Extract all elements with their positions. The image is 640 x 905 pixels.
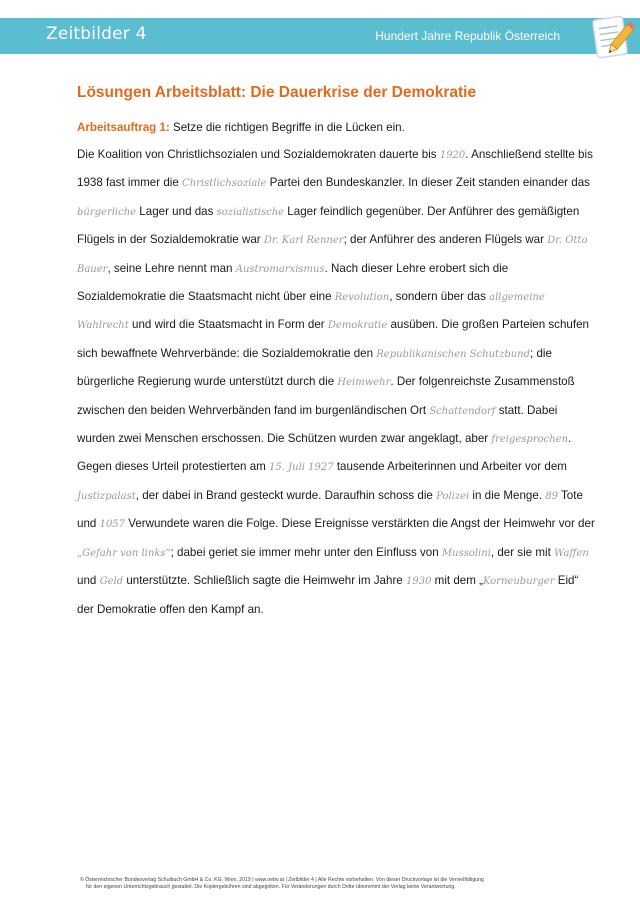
brand-title: Zeitbilder 4 (46, 24, 147, 44)
text-segment: Verwundete waren die Folge. Diese Ereignisse verstärkten die Angst der Heimwehr vor der (125, 517, 595, 531)
answer-5: Dr. Karl Renner (263, 235, 344, 247)
answer-15: 15. Juli 1927 (269, 462, 334, 474)
answer-14: freigesprochen (491, 434, 569, 446)
text-segment: Lager feindlich gegenüber. Der Anführer des gemäßigten Flügels in der Sozialdemokratie war (77, 204, 580, 247)
text-segment: unterstützte. Schließlich sagte die Heimwehr im Jahre (123, 574, 406, 588)
answer-13: Schattendorf (429, 405, 496, 417)
text-segment: ; die bürgerliche Regierung wurde unterstützt durch die (77, 346, 552, 389)
footer-line-2: für den eigenen Unterrichtsgebrauch gestattet. Die Kopiergebühren sind abgegolten. Für Veränderungen durch Dritte übernimmt der Verlag keine Verantwortung. (86, 884, 456, 890)
text-segment: Die Koalition von Christlichsozialen und Sozialdemokraten dauerte bis (77, 148, 440, 161)
text-segment: ; dabei geriet sie immer mehr unter den Einfluss von (170, 545, 442, 559)
cloze-text (77, 141, 597, 623)
answer-6: Dr. Otto Bauer (77, 235, 588, 275)
text-segment: . Anschließend stellte bis 1938 fast immer die (77, 148, 593, 190)
text-segment: . Der folgenreichste Zusammenstoß zwischen den beiden Wehrverbänden fand im burgenländischen Ort (77, 375, 575, 417)
answer-3: bürgerliche (77, 206, 137, 218)
text-segment: . Nach dieser Lehre erobert sich die Sozialdemokratie die Staatsmacht nicht über eine (77, 261, 509, 304)
answer-8: Revolution (334, 292, 390, 304)
task-text: Setze die richtigen Begriffe in die Lücken ein. (169, 121, 405, 134)
answer-2: Christlichsoziale (182, 178, 267, 190)
answer-18: 89 (545, 490, 558, 502)
text-segment: tausende Arbeiterinnen und Arbeiter vor dem (333, 460, 567, 474)
text-segment: . Gegen dieses Urteil protestierten am (77, 432, 572, 474)
answer-16: Justizpalast (77, 490, 136, 502)
text-segment: und wird die Staatsmacht in Form der (128, 318, 328, 332)
page-title: Lösungen Arbeitsblatt: Die Dauerkrise der Demokratie (77, 84, 477, 101)
answer-20: „Gefahr von links“ (77, 547, 171, 559)
answer-24: 1930 (405, 576, 432, 588)
text-segment: statt. Dabei wurden zwei Menschen erschossen. Die Schützen wurden zwar angeklagt, aber (77, 403, 558, 446)
text-segment: , der sie mit (490, 545, 555, 559)
task-instruction (77, 118, 597, 138)
text-segment: ; der Anführer des anderen Flügels war (343, 233, 548, 247)
answer-21: Mussolini (441, 547, 491, 559)
answer-12: Heimwehr (337, 377, 391, 389)
copyright-footer (80, 877, 560, 891)
answer-1: 1920 (439, 150, 466, 161)
text-segment: Lager und das (136, 204, 217, 218)
text-segment: mit dem „ (431, 574, 483, 588)
answer-25: Korneuburger (482, 576, 555, 588)
answer-22: Waffen (554, 547, 589, 559)
answer-4: sozialistische (216, 206, 285, 218)
answer-10: Demokratie (327, 320, 388, 332)
answer-17: Polizei (436, 490, 470, 502)
answer-19: 1057 (99, 519, 126, 531)
answer-7: Austromarxismus (235, 263, 325, 275)
text-segment: , sondern über das (389, 290, 490, 304)
text-segment: ausüben. Die großen Parteien schufen sich bewaffnete Wehrverbände: die Sozialdemokratie den (77, 318, 589, 360)
text-segment: in die Menge. (469, 488, 546, 502)
text-segment: , seine Lehre nennt man (107, 261, 236, 275)
answer-23: Geld (99, 576, 124, 588)
text-segment: Eid“ der Demokratie offen den Kampf an. (77, 574, 579, 616)
text-segment: Partei den Bundeskanzler. In dieser Zeit standen einander das (266, 176, 590, 190)
text-segment: , der dabei in Brand gesteckt wurde. Daraufhin schoss die (135, 488, 437, 502)
answer-9: allgemeine Wahlrecht (77, 292, 545, 332)
answer-11: Republikanischen Schutzbund (376, 348, 531, 360)
header-bar (0, 18, 640, 54)
document-pencil-icon (588, 12, 634, 62)
text-segment: und (77, 574, 100, 588)
footer-line-1: © Österreichischer Bundesverlag Schulbuch GmbH & Co. KG, Wien, 2019 | www.oebv.at | Zeitbilder 4 | Alle Rechte vorbehalten. Von dieser Druckvorlage ist die Vervielfältigung (80, 877, 484, 883)
series-title: Hundert Jahre Republik Österreich (375, 29, 560, 43)
text-segment: Tote und (77, 488, 583, 531)
task-label: Arbeitsauftrag 1: (77, 121, 170, 134)
